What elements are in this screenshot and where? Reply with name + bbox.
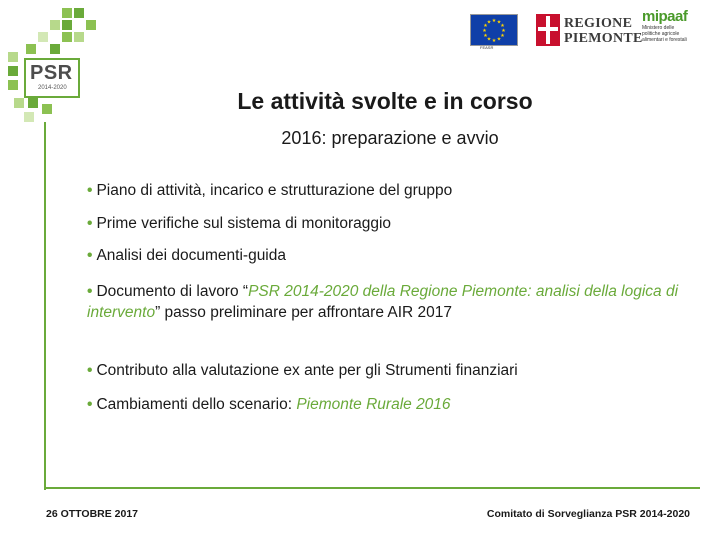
psr-logo-years: 2014-2020: [38, 85, 67, 91]
mipaaf-logo: [642, 8, 714, 52]
svg-text:★: ★: [491, 38, 497, 44]
mipaaf-subtitle-line: alimentari e forestali: [642, 37, 687, 43]
svg-text:★: ★: [496, 19, 502, 26]
logo-square: [62, 8, 72, 18]
footer-date: 26 OTTOBRE 2017: [46, 508, 139, 520]
bullet-item: [87, 245, 687, 266]
svg-text:★: ★: [500, 23, 505, 29]
logo-square: [50, 44, 60, 54]
bullet-item: [87, 360, 687, 381]
bullet-text: Analisi dei documenti-guida: [96, 247, 286, 264]
logo-square: [8, 52, 18, 62]
svg-text:★: ★: [501, 28, 506, 34]
frame-horizontal-line: [44, 487, 700, 489]
bullet-item: [87, 281, 687, 323]
bullet-text-suffix: ” passo preliminare per affrontare AIR 2017: [155, 304, 453, 321]
bullet-text-emphasis: PSR 2014-2020 della Regione Piemonte: analisi della logica di intervento: [87, 283, 679, 321]
bullet-item: [87, 394, 687, 415]
logo-square: [50, 20, 60, 30]
psr-logo-text: PSR: [30, 62, 73, 84]
bullet-dot-icon: •: [87, 283, 93, 300]
bullet-item: [87, 180, 687, 201]
logo-square: [74, 8, 84, 18]
svg-text:★: ★: [486, 36, 492, 43]
bullet-text-prefix: Cambiamenti dello scenario:: [96, 396, 297, 413]
footer-committee: Comitato di Sorveglianza PSR 2014-2020: [486, 508, 690, 520]
bullet-text-emphasis: Piemonte Rurale 2016: [296, 396, 451, 413]
frame-vertical-line: [44, 122, 46, 490]
logo-square: [62, 32, 72, 42]
mipaaf-logo-name: mipaaf: [642, 8, 688, 25]
logo-square: [38, 32, 48, 42]
eu-logo-label: FEASR: [480, 45, 494, 50]
svg-text:★: ★: [486, 19, 492, 26]
logo-square: [8, 66, 18, 76]
eu-stars-icon: [471, 15, 517, 45]
bullet-dot-icon: •: [87, 362, 93, 379]
svg-text:★: ★: [500, 33, 505, 39]
bullet-dot-icon: •: [87, 247, 93, 264]
mipaaf-subtitle-line: Ministero delle: [642, 25, 675, 31]
regione-logo-line1: REGIONE: [564, 16, 633, 31]
bullet-text: Piano di attività, incarico e strutturazione del gruppo: [96, 182, 453, 199]
logo-square: [74, 32, 84, 42]
regione-piemonte-logo: [536, 14, 643, 48]
regione-shield-icon: [536, 14, 560, 46]
bullet-item: [87, 213, 687, 234]
svg-text:★: ★: [483, 33, 488, 39]
eu-flag-logo: [470, 14, 518, 46]
logo-square: [26, 44, 36, 54]
bullet-text-prefix: Documento di lavoro “: [96, 283, 249, 300]
logo-square: [86, 20, 96, 30]
bullet-dot-icon: •: [87, 396, 93, 413]
svg-text:★: ★: [496, 36, 502, 43]
bullet-dot-icon: •: [87, 182, 93, 199]
slide-subtitle: 2016: preparazione e avvio: [281, 128, 499, 148]
svg-text:★: ★: [491, 18, 497, 24]
slide-title: Le attività svolte e in corso: [237, 88, 533, 114]
regione-logo-line2: PIEMONTE: [564, 31, 643, 46]
mipaaf-subtitle-line: politiche agricole: [642, 31, 680, 37]
bullet-text: Prime verifiche sul sistema di monitoraggio: [96, 215, 392, 232]
bullet-text: Contributo alla valutazione ex ante per gli Strumenti finanziari: [96, 362, 518, 379]
svg-text:★: ★: [482, 28, 487, 34]
svg-text:★: ★: [483, 23, 488, 29]
bullet-dot-icon: •: [87, 215, 93, 232]
logo-square: [62, 20, 72, 30]
